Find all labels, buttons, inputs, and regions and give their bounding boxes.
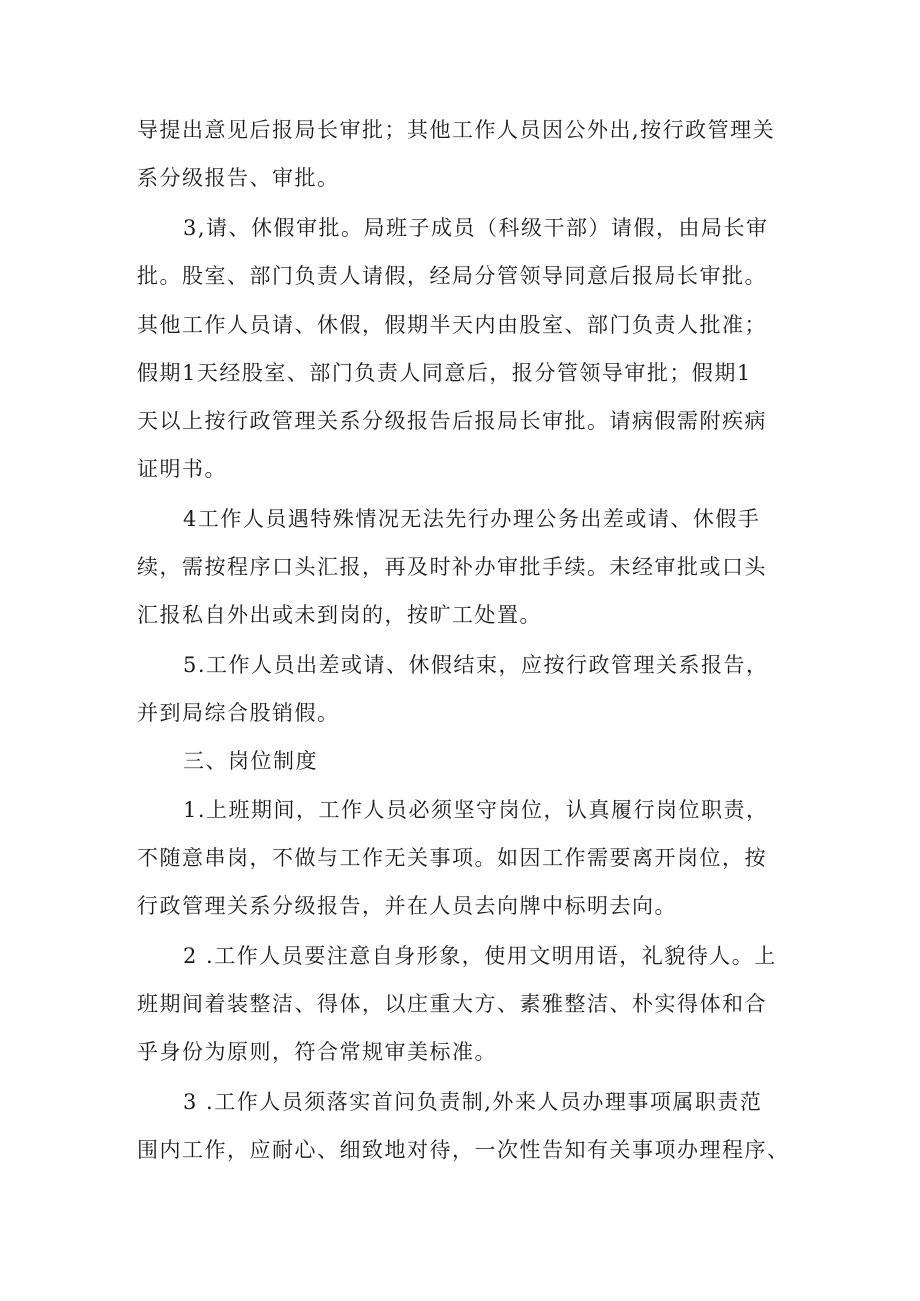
text-line: 证明书。 (137, 457, 227, 481)
text-line: 班期间着装整洁、得体，以庄重大方、素雅整洁、朴实得体和合 (137, 992, 767, 1016)
text-line: 系分级报告、审批。 (137, 166, 340, 190)
text-line: 行政管理关系分级报告，并在人员去向牌中标明去向。 (137, 894, 677, 918)
section-heading: 三、岗位制度 (183, 749, 318, 773)
text-line: 假期1天经股室、部门负责人同意后，报分管领导审批；假期1 (137, 361, 752, 385)
paragraph-start: 3 .工作人员须落实首问负责制,外来人员办理事项属职责范 (183, 1090, 763, 1114)
text-line: 批。股室、部门负责人请假，经局分管领导同意后报局长审批。 (137, 264, 767, 288)
text-line: 汇报私自外出或未到岗的，按旷工处置。 (137, 603, 542, 627)
text-line: 围内工作，应耐心、细致地对待，一次性告知有关事项办理程序、 (137, 1138, 790, 1162)
paragraph-start: 5.工作人员出差或请、休假结束，应按行政管理关系报告， (183, 653, 769, 677)
text-line: 导提出意见后报局长审批；其他工作人员因公外出,按行政管理关 (137, 118, 776, 142)
paragraph-start: 4工作人员遇特殊情况无法先行办理公务出差或请、休假手 (183, 507, 761, 531)
paragraph-start: 3,请、休假审批。局班子成员（科级干部）请假，由局长审 (183, 216, 769, 240)
text-line: 不随意串岗，不做与工作无关事项。如因工作需要离开岗位，按 (137, 846, 767, 870)
text-line: 乎身份为原则，符合常规审美标准。 (137, 1040, 497, 1064)
paragraph-start: 1.上班期间，工作人员必须坚守岗位，认真履行岗位职责， (183, 798, 769, 822)
text-line: 并到局综合股销假。 (137, 701, 340, 725)
text-line: 天以上按行政管理关系分级报告后报局长审批。请病假需附疾病 (137, 409, 767, 433)
paragraph-start: 2 .工作人员要注意自身形象，使用文明用语，礼貌待人。上 (183, 944, 777, 968)
text-line: 续，需按程序口头汇报，再及时补办审批手续。未经审批或口头 (137, 555, 767, 579)
text-line: 其他工作人员请、休假，假期半天内由股室、部门负责人批准； (137, 313, 767, 337)
